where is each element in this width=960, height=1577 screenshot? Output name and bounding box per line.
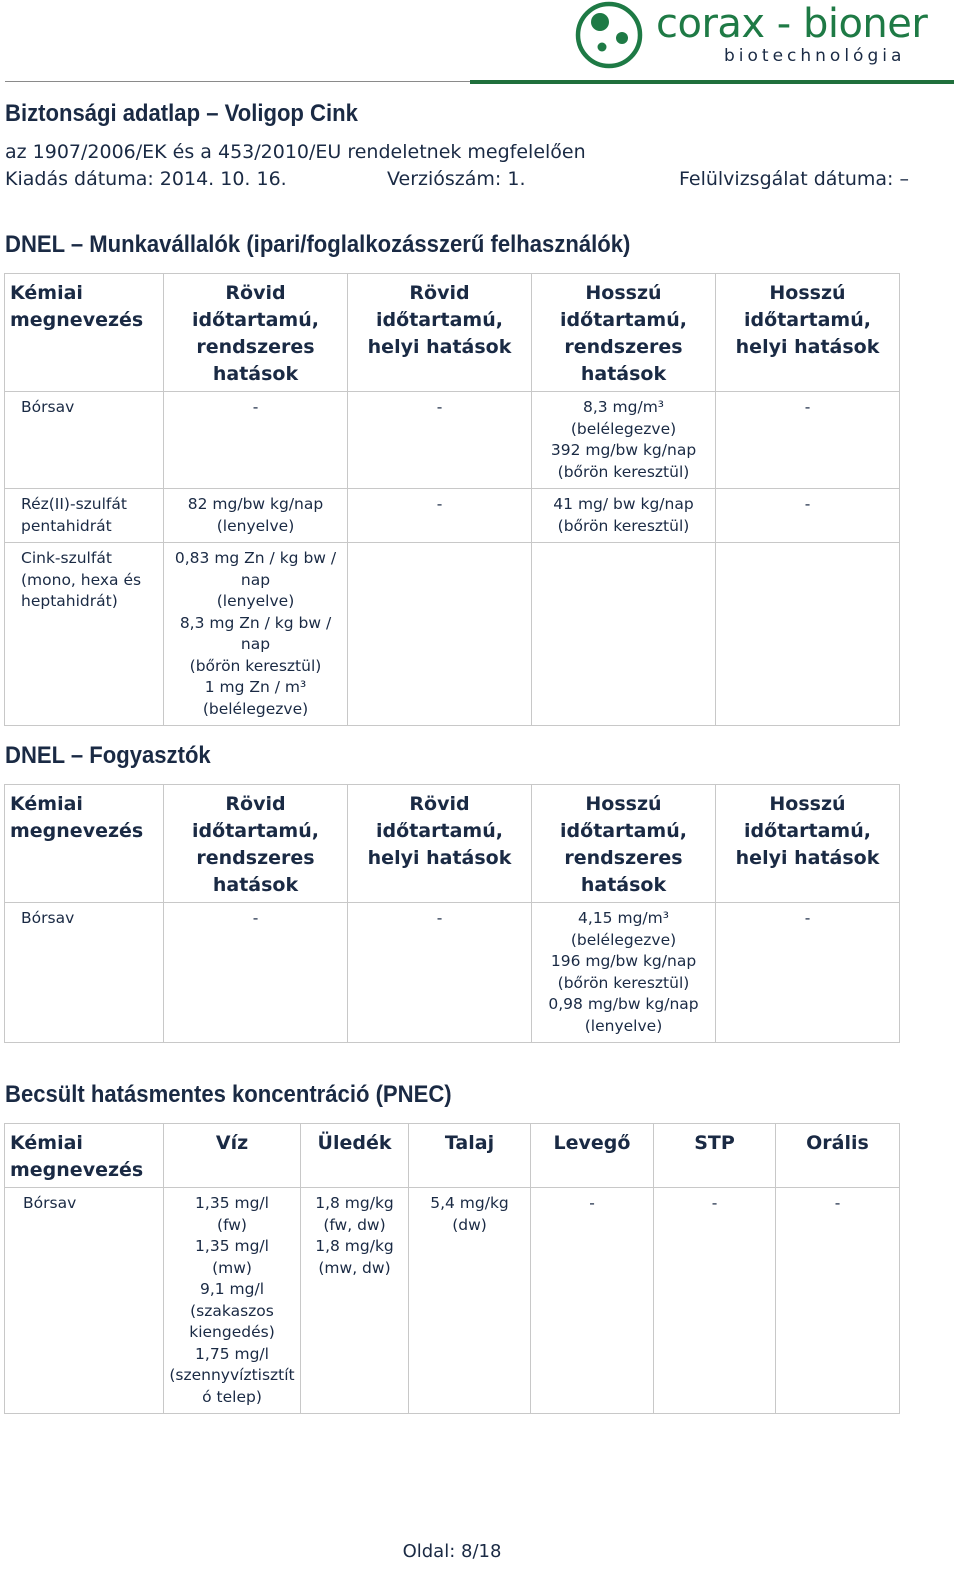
table-cell: 4,15 mg/m³ (belélegezve) 196 mg/bw kg/nap (bőrön keresztül) 0,98 mg/bw kg/nap (lenyelve) bbox=[532, 903, 716, 1043]
column-header: STP bbox=[654, 1124, 776, 1188]
table-cell: - bbox=[348, 903, 532, 1043]
table-cell: - bbox=[716, 903, 900, 1043]
table-cell bbox=[348, 543, 532, 726]
column-header: Kémiai megnevezés bbox=[5, 274, 164, 392]
table-row bbox=[5, 1188, 900, 1414]
table-cell: 41 mg/ bw kg/nap (bőrön keresztül) bbox=[532, 489, 716, 543]
table-header-row bbox=[5, 274, 900, 392]
column-header: Orális bbox=[776, 1124, 900, 1188]
table-header-row bbox=[5, 785, 900, 903]
issue-date: Kiadás dátuma: 2014. 10. 16. bbox=[5, 168, 287, 190]
table-cell: - bbox=[164, 903, 348, 1043]
column-header: Hosszú időtartamú, helyi hatások bbox=[716, 274, 900, 392]
table-cell: Bórsav bbox=[5, 903, 164, 1043]
header-divider-thick bbox=[470, 80, 954, 84]
column-header: Üledék bbox=[301, 1124, 409, 1188]
pnec-table bbox=[4, 1123, 900, 1414]
table-cell: - bbox=[348, 489, 532, 543]
column-header: Hosszú időtartamú, helyi hatások bbox=[716, 785, 900, 903]
logo-name: corax - bioner bbox=[656, 1, 928, 47]
document-title: Biztonsági adatlap – Voligop Cink bbox=[5, 100, 358, 127]
table-cell: 1,35 mg/l (fw) 1,35 mg/l (mw) 9,1 mg/l (szakaszos kiengedés) 1,75 mg/l (szennyvíztisztít ó telep) bbox=[164, 1188, 301, 1414]
column-header: Levegő bbox=[531, 1124, 654, 1188]
dnel-consumers-table bbox=[4, 784, 900, 1043]
dnel-workers-heading: DNEL – Munkavállalók (ipari/foglalkozásszerű felhasználók) bbox=[5, 231, 631, 258]
table-cell: - bbox=[716, 392, 900, 489]
pnec-heading: Becsült hatásmentes koncentráció (PNEC) bbox=[5, 1081, 452, 1108]
table-row bbox=[5, 392, 900, 489]
column-header: Kémiai megnevezés bbox=[5, 785, 164, 903]
logo-circle-icon bbox=[574, 0, 644, 70]
table-cell: - bbox=[716, 489, 900, 543]
table-row bbox=[5, 903, 900, 1043]
table-cell: - bbox=[531, 1188, 654, 1414]
table-cell: - bbox=[164, 392, 348, 489]
table-cell: Bórsav bbox=[5, 1188, 164, 1414]
column-header: Rövid időtartamú, helyi hatások bbox=[348, 785, 532, 903]
table-cell: Bórsav bbox=[5, 392, 164, 489]
table-cell: 5,4 mg/kg (dw) bbox=[409, 1188, 531, 1414]
column-header: Rövid időtartamú, rendszeres hatások bbox=[164, 274, 348, 392]
table-row bbox=[5, 543, 900, 726]
table-row bbox=[5, 489, 900, 543]
dnel-workers-table bbox=[4, 273, 900, 726]
table-cell: 0,83 mg Zn / kg bw / nap (lenyelve) 8,3 mg Zn / kg bw / nap (bőrön keresztül) 1 mg Zn / m³ (belélegezve) bbox=[164, 543, 348, 726]
table-cell: Cink-szulfát (mono, hexa és heptahidrát) bbox=[5, 543, 164, 726]
version-number: Verziószám: 1. bbox=[387, 168, 526, 190]
logo-subtitle: biotechnológia bbox=[724, 46, 906, 66]
table-cell: - bbox=[348, 392, 532, 489]
column-header: Kémiai megnevezés bbox=[5, 1124, 164, 1188]
column-header: Hosszú időtartamú, rendszeres hatások bbox=[532, 785, 716, 903]
table-cell: - bbox=[654, 1188, 776, 1414]
column-header: Hosszú időtartamú, rendszeres hatások bbox=[532, 274, 716, 392]
company-logo bbox=[574, 0, 954, 72]
table-header-row bbox=[5, 1124, 900, 1188]
review-date: Felülvizsgálat dátuma: – bbox=[679, 168, 909, 190]
table-cell: 1,8 mg/kg (fw, dw) 1,8 mg/kg (mw, dw) bbox=[301, 1188, 409, 1414]
table-cell: 82 mg/bw kg/nap (lenyelve) bbox=[164, 489, 348, 543]
column-header: Talaj bbox=[409, 1124, 531, 1188]
regulation-line: az 1907/2006/EK és a 453/2010/EU rendeletnek megfelelően bbox=[5, 141, 586, 163]
header-divider-thin bbox=[5, 81, 475, 82]
page-number: Oldal: 8/18 bbox=[402, 1541, 502, 1562]
table-cell: Réz(II)-szulfát pentahidrát bbox=[5, 489, 164, 543]
column-header: Víz bbox=[164, 1124, 301, 1188]
table-cell: 8,3 mg/m³ (belélegezve) 392 mg/bw kg/nap (bőrön keresztül) bbox=[532, 392, 716, 489]
column-header: Rövid időtartamú, rendszeres hatások bbox=[164, 785, 348, 903]
table-cell bbox=[532, 543, 716, 726]
table-cell: - bbox=[776, 1188, 900, 1414]
table-cell bbox=[716, 543, 900, 726]
column-header: Rövid időtartamú, helyi hatások bbox=[348, 274, 532, 392]
dnel-consumers-heading: DNEL – Fogyasztók bbox=[5, 742, 211, 769]
